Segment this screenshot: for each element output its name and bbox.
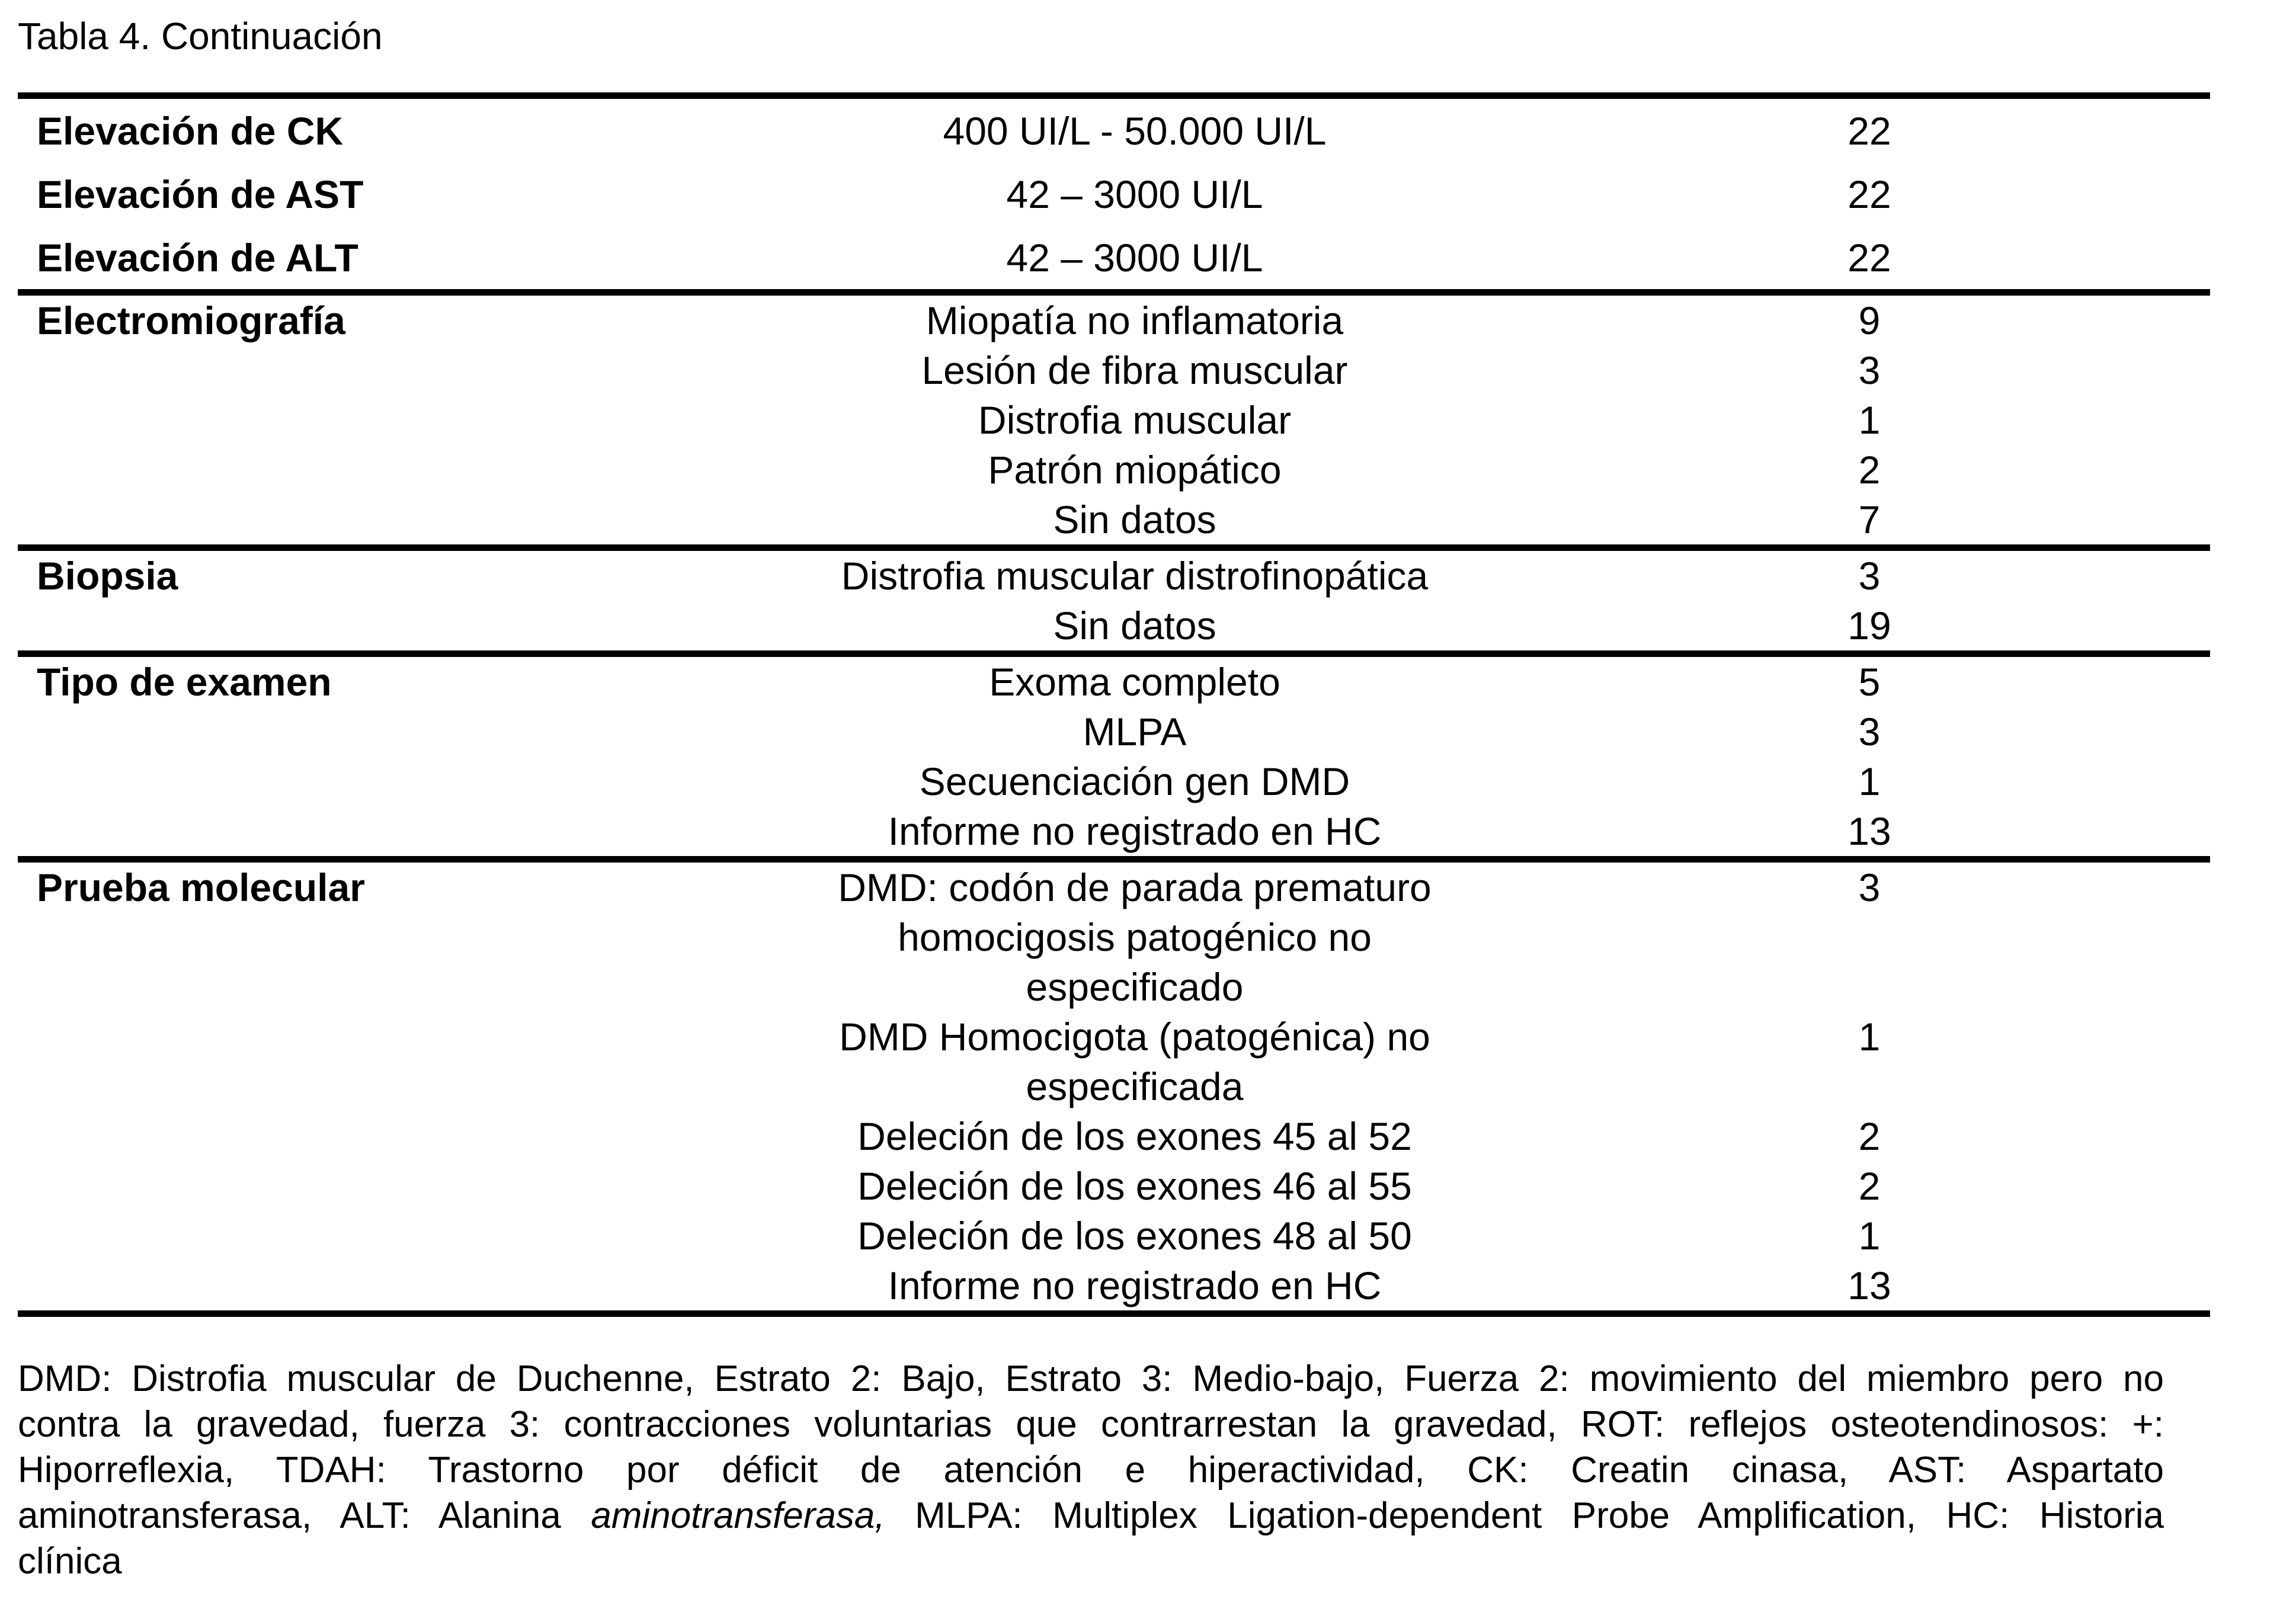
row-count: 9 <box>1858 299 1881 342</box>
row-value-line: Deleción de los exones 45 al 52 <box>857 1114 1412 1158</box>
table-row <box>18 601 2210 650</box>
row-value <box>741 756 1529 806</box>
table-row <box>18 1261 2210 1310</box>
row-value-line: 400 UI/L - 50.000 UI/L <box>943 108 1327 153</box>
table-section-1 <box>18 289 2210 544</box>
row-value-line: homocigosis patogénico no <box>898 915 1372 959</box>
row-value <box>741 863 1529 1012</box>
row-value-line: 42 – 3000 UI/L <box>1006 235 1263 280</box>
page-title: Tabla 4. Continuación <box>18 15 383 57</box>
footnote-segment: contra la gravedad, fuerza 3: contracciones voluntarias que contrarrestan la gravedad, ROT: reflejos osteotendinosos: +: <box>18 1404 2164 1445</box>
footnote-line <box>18 1447 2164 1493</box>
row-count: 5 <box>1858 660 1881 704</box>
table-row <box>18 162 2210 226</box>
row-value <box>741 445 1529 495</box>
table-row <box>18 395 2210 445</box>
row-label: Elevación de AST <box>37 172 364 216</box>
table-row <box>18 756 2210 806</box>
row-value-line: especificada <box>1026 1065 1244 1108</box>
row-label: Elevación de ALT <box>37 235 358 280</box>
row-count: 22 <box>1847 172 1891 216</box>
row-value <box>741 707 1529 756</box>
row-value <box>741 1211 1529 1261</box>
row-count: 2 <box>1858 1164 1881 1208</box>
row-label: Prueba molecular <box>37 866 365 909</box>
row-value-line: MLPA <box>1083 710 1187 754</box>
row-value-line: Sin datos <box>1053 604 1216 647</box>
table-row <box>18 99 2210 162</box>
row-value <box>741 345 1529 395</box>
row-count: 1 <box>1858 759 1881 803</box>
table-row <box>18 226 2210 289</box>
table-row <box>18 445 2210 495</box>
table-section-0 <box>18 99 2210 289</box>
page <box>0 15 2296 1622</box>
row-value-line: 42 – 3000 UI/L <box>1006 172 1263 216</box>
row-value <box>741 106 1529 156</box>
row-label: Biopsia <box>37 554 178 598</box>
row-count: 22 <box>1847 235 1891 280</box>
footnote-segment: clínica <box>18 1541 122 1582</box>
row-value-line: Lesión de fibra muscular <box>921 348 1348 392</box>
row-count: 1 <box>1858 1214 1881 1258</box>
footnote-line <box>18 1402 2164 1447</box>
table-section-2 <box>18 544 2210 650</box>
row-value-line: especificado <box>1026 965 1244 1009</box>
footnote-segment: MLPA: Multiplex Ligation-dependent Probe Amplification, HC: Historia <box>885 1495 2164 1536</box>
row-value <box>741 601 1529 650</box>
row-value <box>741 1261 1529 1310</box>
row-value-line: Deleción de los exones 48 al 50 <box>857 1214 1412 1258</box>
row-count: 13 <box>1847 809 1891 853</box>
table-row <box>18 1111 2210 1161</box>
footnote-line <box>18 1538 2164 1584</box>
footnote-line <box>18 1356 2164 1402</box>
table-row <box>18 296 2210 345</box>
table-section-3 <box>18 650 2210 856</box>
table-row <box>18 707 2210 756</box>
footnote-segment: DMD: Distrofia muscular de Duchenne, Estrato 2: Bajo, Estrato 3: Medio-bajo, Fuerza 2: movimiento del miembro pero no <box>18 1358 2164 1399</box>
table-section-4 <box>18 856 2210 1310</box>
table-row <box>18 657 2210 707</box>
table-row <box>18 863 2210 1012</box>
row-value-line: Sin datos <box>1053 498 1216 541</box>
table-row <box>18 1161 2210 1211</box>
footnote-line <box>18 1493 2164 1538</box>
row-value <box>741 806 1529 856</box>
row-value-line: Miopatía no inflamatoria <box>926 299 1344 342</box>
table-row <box>18 495 2210 544</box>
row-value <box>741 1161 1529 1211</box>
row-value-line: DMD Homocigota (patogénica) no <box>839 1015 1430 1059</box>
table-row <box>18 806 2210 856</box>
row-count: 3 <box>1858 554 1881 598</box>
row-value-line: Informe no registrado en HC <box>888 809 1382 853</box>
row-count: 3 <box>1858 866 1881 909</box>
footnote-segment: Hiporreflexia, TDAH: Trastorno por déficit de atención e hiperactividad, CK: Creatin cinasa, AST: Aspartato <box>18 1450 2164 1490</box>
row-count: 19 <box>1847 604 1891 647</box>
row-count: 3 <box>1858 348 1881 392</box>
row-value-line: Deleción de los exones 46 al 55 <box>857 1164 1412 1208</box>
row-value <box>741 1012 1529 1111</box>
row-count: 3 <box>1858 710 1881 754</box>
row-value <box>741 169 1529 219</box>
row-value-line: Informe no registrado en HC <box>888 1264 1382 1307</box>
row-value <box>741 395 1529 445</box>
row-value-line: Distrofia muscular <box>978 398 1292 442</box>
row-label: Elevación de CK <box>37 108 344 153</box>
table-row <box>18 551 2210 601</box>
row-value-line: DMD: codón de parada prematuro <box>838 866 1432 909</box>
row-value-line: Secuenciación gen DMD <box>919 759 1350 803</box>
row-value <box>741 657 1529 707</box>
row-count: 22 <box>1847 108 1891 153</box>
footnote <box>18 1356 2164 1584</box>
row-count: 1 <box>1858 1015 1881 1059</box>
row-value <box>741 296 1529 345</box>
row-value <box>741 551 1529 601</box>
table-row <box>18 1012 2210 1111</box>
row-value <box>741 495 1529 544</box>
table-row <box>18 345 2210 395</box>
table-row <box>18 1211 2210 1261</box>
row-value-line: Distrofia muscular distrofinopática <box>841 554 1429 598</box>
row-count: 2 <box>1858 448 1881 492</box>
row-value-line: Exoma completo <box>989 660 1280 704</box>
row-count: 7 <box>1858 498 1881 541</box>
row-label: Tipo de examen <box>37 660 332 704</box>
row-count: 13 <box>1847 1264 1891 1307</box>
row-count: 2 <box>1858 1114 1881 1158</box>
row-value <box>741 1111 1529 1161</box>
footnote-segment: aminotransferasa, ALT: Alanina <box>18 1495 591 1536</box>
footnote-italic-segment: aminotransferasa, <box>591 1495 885 1536</box>
row-value <box>741 233 1529 283</box>
row-value-line: Patrón miopático <box>988 448 1282 492</box>
row-count: 1 <box>1858 398 1881 442</box>
row-label: Electromiografía <box>37 299 345 342</box>
data-table <box>18 92 2210 1317</box>
